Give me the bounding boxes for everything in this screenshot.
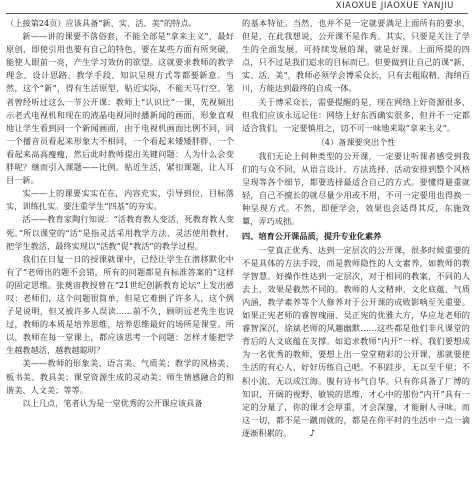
right-column [242, 17, 470, 489]
paragraph-resources: 关于博采众长，需要提醒的是，现在网络上好资源很多，但我们应该永远记住：网络上好东西确实很多，但并不一定都适合我们，一定要慎用之，切不可一味地来取“拿来主义”。 [242, 96, 470, 133]
header-title: XIAOXUE JIAOXUE YANJIU [335, 1, 454, 11]
paragraph-solid: 实——上的课要实实在在，内容充实，引导到位，目标落实，训练扎实。要注重学生“四基”的夯实。 [6, 188, 234, 212]
paragraph-quality-text: 一堂真正优秀、达到一定层次的公开课，很多时候重要的不是具体的方法手段，而是教师隐性的人文素养，如教师的教学智慧。好操作性达到一定层次，对于相同的教案，不同的人去上，效果是截然不同的。教师的人文精神、文化底蕴、气质内涵，教学素养等个人修养对于公开课的成败影响至关重要。如果正宪老师的睿智瑰丽、吴正宪的优雅大方，华应龙老师的睿智深沉，徐斌老师的风趣幽默……这些都是他们非凡课堂的背后的人文底蕴在支撑。如追求教师“内开”一样，我们要想成为一名优秀的教师，要想上出一堂堂精彩的公开课，那就要使生活的有心人，好好历练自己吧。不积跬步，无以至千里；不积小流，无以成江海。腹有诗书气自华。只有你具备了厂博的知识、开阔的视野、敏锐的思维，才心中的那份“内开”具有一定的分量了，你的课才会厚重，才会深邃，才能耐人寻味。而这一切，都不是一蹴而就的，都是在你平时的生活中一点一滴逐渐积累的。 [242, 244, 470, 438]
section-heading: 四、培育公开课品质，提升专业化素养 [242, 230, 382, 241]
paragraph-summary: 以上几点，笔者认为是一堂优秀的公开课应该具备 [22, 397, 203, 408]
paragraph-new: 新——讲的课要不落俗套，不能全部是“拿来主义”，最好原创，即使引用也要有自己的特色，要在某些方面有所突破，能使人眼前一亮，产生学习效仿的欲望。这就要求教师的教学理念、设计思路、教学手段、知识呈现方式等都要新意。当然，这个“新”，得有生活原型，贴近实际，不能天马行空。笔者曾经听过这么一节公开课：教师上“认识比”一课，先视频出示老式电视机和现在的液晶电视同时播新闻的画面，形象直观地让学生看到同一个新闻画面，由于电视机画面比例不同，同一个播音员看起来形象大不相同，一个看起来矮矮胖胖，一个看起来高高瘦瘦，然后此时教师提出关键问题：人为什么会变胖呢？继而引入课题——比例。贴近生活，紧扣课题，让人耳目一新。 [6, 31, 234, 186]
paragraph-lively: 活——教育家陶行知说：“活教育教人变活，死教育教人变死。”所以课堂的“活”是指灵活采用教学方法、灵活使用教材，把学生教活，最终实现以“活教”促“教活”的教学过程。 [6, 214, 234, 251]
end-mark: ♪ [309, 428, 316, 439]
header-rule [6, 13, 468, 14]
paragraph-quality [242, 244, 470, 441]
paragraph-thinking: 我们在日复一日的授课就课中，已经让学生在潜移默化中有了“老师出的题不会错，所有的问题都是有标准答案的”这样的固定思维。张奠宙教授曾在“21世纪创新教育论坛”上发出感叹：老师们，这个问题很简单，但是它难倒了许多人，这个例子是说明，但又被许多人误读……前不久，顾明远老先生也说过，教师的本质是培养思维，培养思维最好的场所是课堂。所以，教师在每一堂课上，都应该思考一个问题：怎样才能把学生越教越活，越教越聪明？ [6, 253, 234, 356]
paragraph-individuality: 我们无论上何种类型的公开课，一定要让听课者感受到我们的与众不同，从语言设计、方法选择、活动安排到整个风格呈现等各个细节，都要选择最适合自己的方式。要懂得避重就轻，自己不擅长的就尽量少用或不用，不可一定要用也得换一种呈现方式。不然，即便学会，效果也会适得其反，东施效颦，弄巧成拙。 [242, 150, 470, 227]
running-header [0, 0, 474, 14]
continued-paragraph: （上接第24页）应该具备“新、实、活、美”的特点。 [6, 18, 197, 28]
subheading-individuality: （4）备课要突出个性 [316, 136, 396, 147]
paragraph-continuation: 的基本特征。当然，也并不是一定就要满足上面所有的要求，但是，在此我想说，公开课不是作秀。其实，只要是关注了学生的全面发展，可持续发展的课，就是好课。上面所提的四点，只不过是我们追求的目标而已。但要做到让自己的课“新、实、活、美”，教师必须学会博采众长，只有去粗取精、海纳百川，方能达到最终的自成一体。 [242, 18, 470, 94]
left-column [6, 17, 234, 489]
paragraph-beauty: 美——教师的形象美、语言美、气质美；教学的风格美、板书美、教具美；课堂资源生成的灵动美；师生情感融合的和谐美、人文美；等等。 [6, 358, 234, 395]
